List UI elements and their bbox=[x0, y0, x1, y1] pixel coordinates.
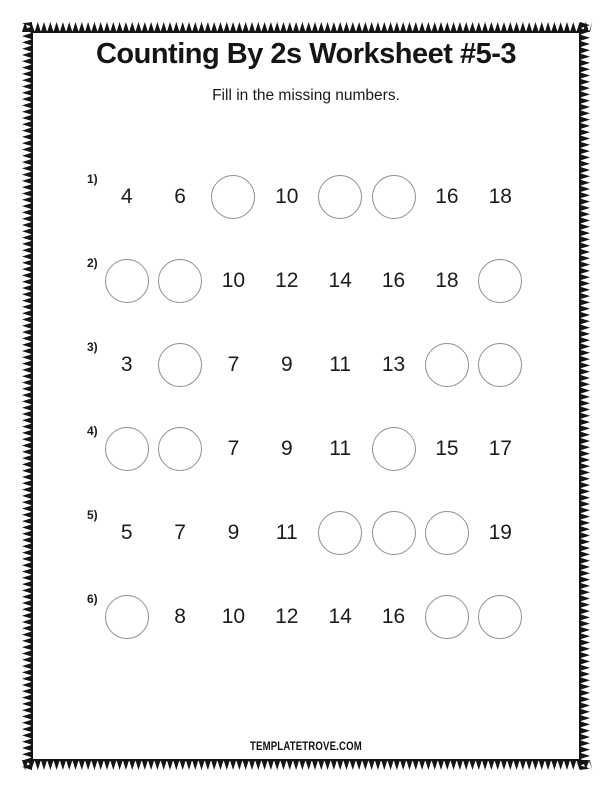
answer-circle[interactable] bbox=[478, 595, 522, 639]
missing-number-cell bbox=[153, 239, 206, 323]
number-cell: 10 bbox=[275, 185, 299, 208]
row-number-label: 3) bbox=[87, 340, 98, 354]
number-cell: 9 bbox=[280, 437, 293, 460]
missing-number-cell bbox=[100, 407, 153, 491]
worksheet-row bbox=[87, 239, 527, 323]
row-cells bbox=[100, 407, 527, 491]
missing-number-cell bbox=[367, 155, 420, 239]
number-cell: 17 bbox=[488, 437, 512, 460]
number-cell: 15 bbox=[435, 437, 459, 460]
number-cell: 4 bbox=[120, 185, 133, 208]
number-cell: 18 bbox=[488, 185, 512, 208]
missing-number-cell bbox=[153, 323, 206, 407]
missing-number-cell bbox=[474, 575, 527, 659]
row-number-label: 1) bbox=[87, 172, 98, 186]
row-number-label: 4) bbox=[87, 424, 98, 438]
missing-number-cell bbox=[153, 407, 206, 491]
answer-circle[interactable] bbox=[318, 511, 362, 555]
number-cell: 14 bbox=[328, 269, 352, 292]
row-number-label: 2) bbox=[87, 256, 98, 270]
number-cell: 11 bbox=[329, 353, 352, 376]
missing-number-cell bbox=[314, 155, 367, 239]
worksheet-row bbox=[87, 407, 527, 491]
answer-circle[interactable] bbox=[478, 343, 522, 387]
number-cell: 12 bbox=[275, 605, 299, 628]
footer-brand bbox=[0, 737, 612, 755]
number-cell: 6 bbox=[174, 185, 186, 208]
answer-circle[interactable] bbox=[158, 427, 202, 471]
number-cell: 7 bbox=[227, 437, 240, 460]
answer-circle[interactable] bbox=[158, 343, 202, 387]
row-cells bbox=[100, 323, 527, 407]
row-cells bbox=[100, 155, 527, 239]
row-number-label: 5) bbox=[87, 508, 98, 522]
number-cell: 9 bbox=[280, 353, 293, 376]
number-cell: 7 bbox=[174, 521, 186, 544]
missing-number-cell bbox=[367, 407, 420, 491]
number-cell: 16 bbox=[381, 605, 406, 628]
row-cells bbox=[100, 575, 527, 659]
number-cell: 12 bbox=[275, 269, 299, 292]
answer-circle[interactable] bbox=[372, 427, 416, 471]
number-cell: 14 bbox=[328, 605, 352, 628]
answer-circle[interactable] bbox=[372, 511, 416, 555]
worksheet-instructions: Fill in the missing numbers. bbox=[212, 87, 400, 104]
missing-number-cell bbox=[420, 323, 473, 407]
row-cells bbox=[100, 239, 527, 323]
answer-circle[interactable] bbox=[105, 427, 149, 471]
number-cell: 11 bbox=[275, 521, 298, 544]
answer-circle[interactable] bbox=[318, 175, 362, 219]
number-cell: 8 bbox=[174, 605, 186, 628]
missing-number-cell bbox=[100, 239, 153, 323]
answer-circle[interactable] bbox=[372, 175, 416, 219]
missing-number-cell bbox=[314, 491, 367, 575]
answer-circle[interactable] bbox=[105, 595, 149, 639]
number-cell: 11 bbox=[329, 437, 352, 460]
worksheet-row bbox=[87, 491, 527, 575]
worksheet-title: Counting By 2s Worksheet #5-3 bbox=[95, 38, 517, 70]
worksheet-row bbox=[87, 155, 527, 239]
number-cell: 3 bbox=[120, 353, 133, 376]
number-cell: 16 bbox=[381, 269, 406, 292]
answer-circle[interactable] bbox=[105, 259, 149, 303]
missing-number-cell bbox=[474, 239, 527, 323]
answer-circle[interactable] bbox=[158, 259, 202, 303]
number-cell: 19 bbox=[488, 521, 512, 544]
missing-number-cell bbox=[420, 575, 473, 659]
missing-number-cell bbox=[474, 323, 527, 407]
footer-brand-text: TEMPLATETROVE.COM bbox=[250, 739, 362, 753]
row-number-label: 6) bbox=[87, 592, 98, 606]
number-cell: 9 bbox=[227, 521, 240, 544]
worksheet-row bbox=[87, 575, 527, 659]
missing-number-cell bbox=[367, 491, 420, 575]
row-cells bbox=[100, 491, 527, 575]
number-cell: 13 bbox=[381, 353, 406, 376]
number-cell: 5 bbox=[120, 521, 133, 544]
number-cell: 16 bbox=[435, 185, 459, 208]
missing-number-cell bbox=[420, 491, 473, 575]
missing-number-cell bbox=[207, 155, 260, 239]
number-cell: 10 bbox=[221, 605, 246, 628]
answer-circle[interactable] bbox=[425, 595, 469, 639]
answer-circle[interactable] bbox=[425, 511, 469, 555]
number-cell: 7 bbox=[227, 353, 240, 376]
answer-circle[interactable] bbox=[425, 343, 469, 387]
answer-circle[interactable] bbox=[478, 259, 522, 303]
answer-circle[interactable] bbox=[211, 175, 255, 219]
number-cell: 18 bbox=[435, 269, 459, 292]
worksheet-row bbox=[87, 323, 527, 407]
missing-number-cell bbox=[100, 575, 153, 659]
number-cell: 10 bbox=[221, 269, 246, 292]
